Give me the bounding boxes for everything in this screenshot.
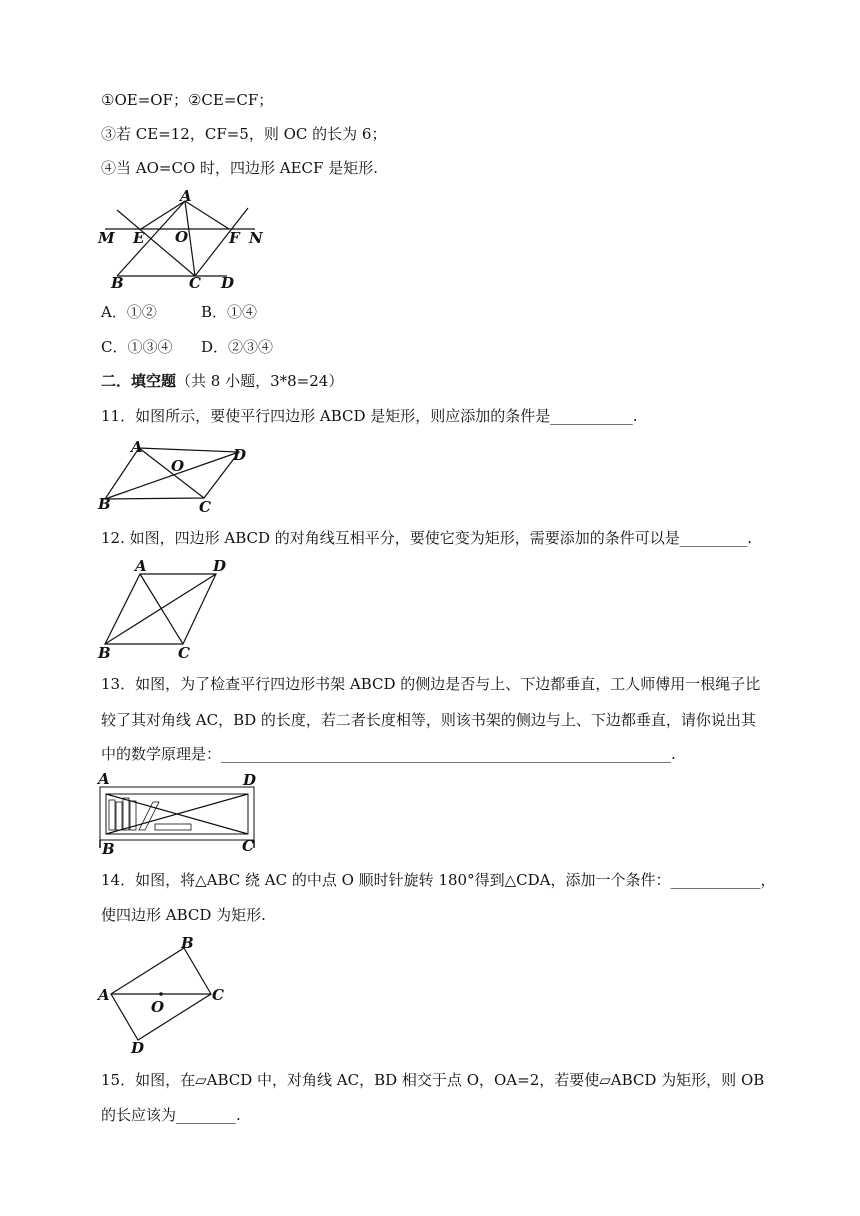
q15-line-1: 15．如图，在▱ABCD 中，对角线 AC，BD 相交于点 O，OA=2，若要使▱ABCD 为矩形，则 OB	[101, 1071, 765, 1089]
label-b: B	[102, 840, 115, 858]
q13-line-1: 13．如图，为了检查平行四边形书架 ABCD 的侧边是否与上、下边都垂直，工人师傅用一根绳子比	[101, 675, 761, 693]
label-c: C	[212, 986, 224, 1004]
label-m: M	[98, 229, 115, 247]
q10-option-d: D．②③④	[201, 338, 274, 356]
label-a: A	[131, 438, 143, 456]
book-1	[109, 800, 115, 830]
label-b: B	[111, 274, 124, 292]
q10-option-b: B．①④	[201, 303, 258, 321]
section-note: （共 8 小题，3*8=24）	[176, 372, 344, 390]
q14-figure	[95, 932, 235, 1056]
label-d: D	[233, 446, 247, 464]
label-b: B	[98, 495, 111, 513]
label-b: B	[181, 934, 194, 952]
q11-figure	[95, 436, 265, 518]
q10-figure	[95, 188, 275, 293]
label-c: C	[189, 274, 201, 292]
label-a: A	[135, 557, 147, 575]
label-c: C	[242, 837, 254, 855]
q12-text: 12. 如图，四边形 ABCD 的对角线互相平分，要使它变为矩形，需要添加的条件可以是_________.	[101, 529, 753, 547]
label-c: C	[178, 644, 190, 662]
bisector-cf	[195, 208, 248, 276]
label-o: O	[151, 998, 165, 1016]
label-c: C	[199, 498, 211, 516]
q11-text: 11．如图所示，要使平行四边形 ABCD 是矩形，则应添加的条件是___________.	[101, 407, 638, 425]
label-n: N	[249, 229, 263, 247]
q10-option-c: C．①③④	[101, 338, 173, 356]
q10-statement-1: ①OE=OF；②CE=CF；	[101, 91, 274, 109]
q13-line-2: 较了其对角线 AC，BD 的长度，若二者长度相等，则该书架的侧边与上、下边都垂直，请你说出其	[101, 711, 756, 729]
label-a: A	[98, 986, 110, 1004]
q12-figure	[95, 558, 235, 664]
q13-line-3: 中的数学原理是：____________________________________________________________.	[101, 745, 676, 763]
label-a: A	[98, 770, 110, 788]
q10-option-a: A．①②	[101, 303, 157, 321]
label-a: A	[180, 187, 192, 205]
q14-line-2: 使四边形 ABCD 为矩形.	[101, 906, 266, 924]
book-3	[123, 798, 129, 830]
q13-figure-bookshelf	[95, 770, 265, 856]
book-2	[116, 802, 122, 830]
label-b: B	[98, 644, 111, 662]
q10-statement-3: ④当 AO=CO 时，四边形 AECF 是矩形.	[101, 159, 378, 177]
label-d: D	[213, 557, 227, 575]
segment-af	[185, 201, 229, 229]
q15-line-2: 的长应该为________.	[101, 1106, 241, 1124]
book-lying	[155, 824, 191, 830]
section-heading	[101, 371, 343, 391]
label-d: D	[221, 274, 235, 292]
q14-line-1: 14．如图，将△ABC 绕 AC 的中点 O 顺时针旋转 180°得到△CDA，添加一个条件：____________，	[101, 871, 776, 889]
label-d: D	[131, 1039, 145, 1057]
label-o: O	[175, 228, 189, 246]
label-d: D	[243, 771, 257, 789]
label-f: F	[229, 229, 240, 247]
q10-statement-2: ③若 CE=12，CF=5，则 OC 的长为 6；	[101, 125, 387, 143]
midpoint-o	[159, 992, 163, 996]
label-o: O	[171, 457, 185, 475]
section-title: 二．填空题	[101, 372, 177, 390]
label-e: E	[133, 229, 145, 247]
